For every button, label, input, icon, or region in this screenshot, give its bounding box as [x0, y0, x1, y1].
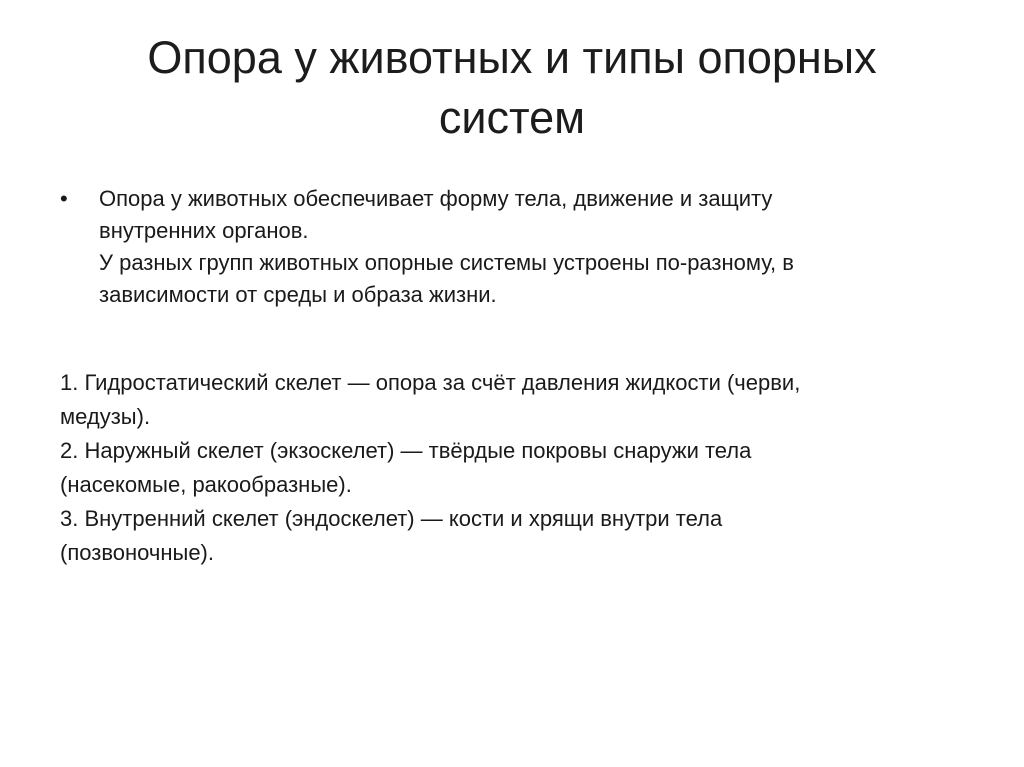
bullet-text: [99, 183, 960, 311]
list-line: (позвоночные).: [60, 540, 214, 565]
bullet-marker: •: [60, 186, 68, 211]
list-line: медузы).: [60, 404, 151, 429]
list-line: 3. Внутренний скелет (эндоскелет) — кости и хрящи внутри тела: [60, 506, 723, 531]
slide-title-line: систем: [438, 92, 586, 143]
bullet-line: внутренних органов.: [99, 218, 309, 243]
bullet-item: [60, 183, 960, 311]
list-line: 1. Гидростатический скелет — опора за счёт давления жидкости (черви,: [60, 370, 801, 395]
slide-title-line: Опора у животных и типы опорных: [147, 32, 877, 83]
list-line: 2. Наружный скелет (экзоскелет) — твёрдые покровы снаружи тела: [60, 438, 752, 463]
bullet-line: Опора у животных обеспечивает форму тела, движение и защиту: [99, 186, 773, 211]
bullet-line: зависимости от среды и образа жизни.: [99, 282, 497, 307]
numbered-list: [60, 366, 960, 570]
bullet-block: [60, 183, 960, 311]
list-line: (насекомые, ракообразные).: [60, 472, 352, 497]
slide-title: [60, 28, 964, 148]
bullet-line: У разных групп животных опорные системы устроены по-разному, в: [99, 250, 794, 275]
